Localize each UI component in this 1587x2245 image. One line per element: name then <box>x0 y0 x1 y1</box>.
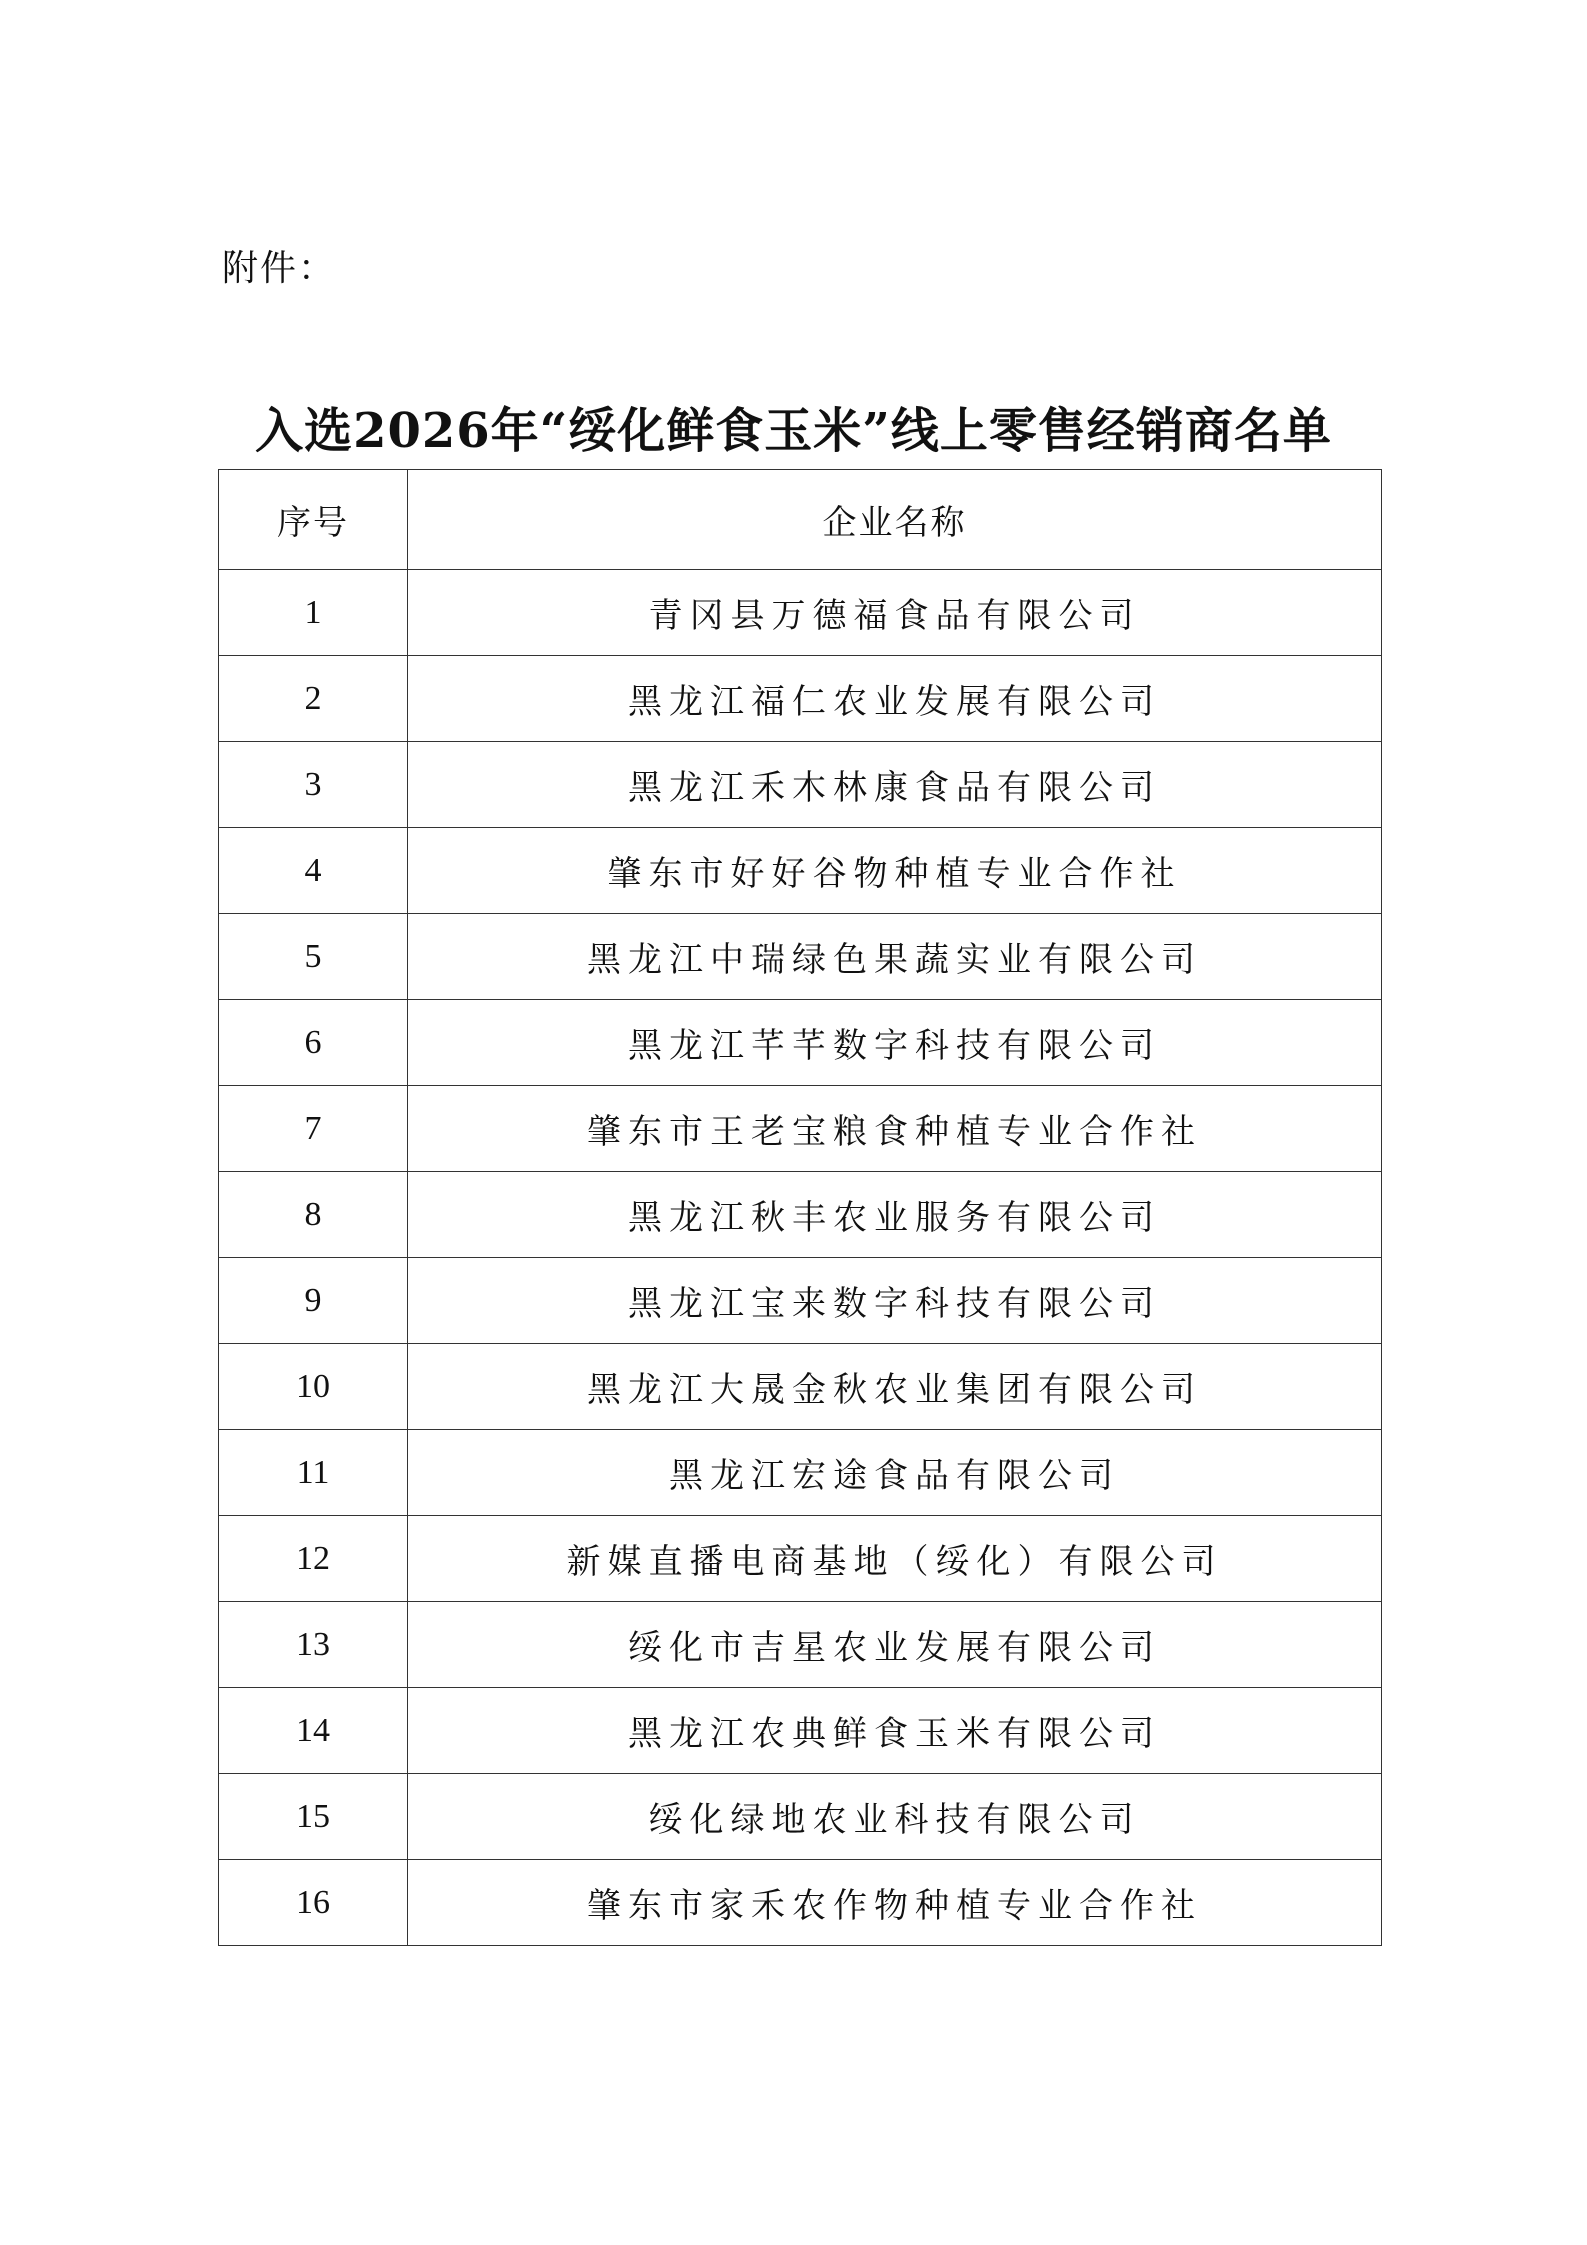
company-name-cell: 黑龙江宝来数字科技有限公司 <box>408 1258 1382 1344</box>
table-header-row <box>219 470 1382 570</box>
serial-number-cell: 3 <box>219 742 408 828</box>
distributor-table <box>218 469 1382 1946</box>
serial-number-cell: 4 <box>219 828 408 914</box>
serial-number-cell: 5 <box>219 914 408 1000</box>
table-row <box>219 1000 1382 1086</box>
company-name-cell: 黑龙江秋丰农业服务有限公司 <box>408 1172 1382 1258</box>
serial-number-cell: 12 <box>219 1516 408 1602</box>
company-name-cell: 青冈县万德福食品有限公司 <box>408 570 1382 656</box>
header-company-name: 企业名称 <box>408 470 1382 570</box>
table-row <box>219 1430 1382 1516</box>
table-body <box>219 570 1382 1946</box>
serial-number-cell: 13 <box>219 1602 408 1688</box>
table-row <box>219 1344 1382 1430</box>
company-name-cell: 绥化市吉星农业发展有限公司 <box>408 1602 1382 1688</box>
serial-number-cell: 2 <box>219 656 408 742</box>
company-name-cell: 肇东市家禾农作物种植专业合作社 <box>408 1860 1382 1946</box>
serial-number-cell: 10 <box>219 1344 408 1430</box>
serial-number-cell: 16 <box>219 1860 408 1946</box>
table-row <box>219 1688 1382 1774</box>
table-row <box>219 828 1382 914</box>
table-row <box>219 742 1382 828</box>
company-name-cell: 黑龙江福仁农业发展有限公司 <box>408 656 1382 742</box>
company-name-cell: 黑龙江中瑞绿色果蔬实业有限公司 <box>408 914 1382 1000</box>
serial-number-cell: 1 <box>219 570 408 656</box>
company-name-cell: 绥化绿地农业科技有限公司 <box>408 1774 1382 1860</box>
company-name-cell: 新媒直播电商基地（绥化）有限公司 <box>408 1516 1382 1602</box>
company-name-cell: 黑龙江芊芊数字科技有限公司 <box>408 1000 1382 1086</box>
table-row <box>219 656 1382 742</box>
table-row <box>219 1172 1382 1258</box>
serial-number-cell: 9 <box>219 1258 408 1344</box>
company-name-cell: 黑龙江农典鲜食玉米有限公司 <box>408 1688 1382 1774</box>
serial-number-cell: 11 <box>219 1430 408 1516</box>
company-name-cell: 肇东市王老宝粮食种植专业合作社 <box>408 1086 1382 1172</box>
company-name-cell: 黑龙江宏途食品有限公司 <box>408 1430 1382 1516</box>
attachment-label: 附件： <box>222 248 337 289</box>
serial-number-cell: 8 <box>219 1172 408 1258</box>
table-row <box>219 570 1382 656</box>
serial-number-cell: 6 <box>219 1000 408 1086</box>
table-row <box>219 1602 1382 1688</box>
table-row <box>219 1086 1382 1172</box>
table-row <box>219 1516 1382 1602</box>
table-row <box>219 1860 1382 1946</box>
serial-number-cell: 15 <box>219 1774 408 1860</box>
company-name-cell: 黑龙江大晟金秋农业集团有限公司 <box>408 1344 1382 1430</box>
table-row <box>219 1774 1382 1860</box>
page-title: 入选2026年“绥化鲜食玉米”线上零售经销商名单 <box>255 403 1332 459</box>
table-row <box>219 914 1382 1000</box>
table-row <box>219 1258 1382 1344</box>
company-name-cell: 肇东市好好谷物种植专业合作社 <box>408 828 1382 914</box>
serial-number-cell: 7 <box>219 1086 408 1172</box>
serial-number-cell: 14 <box>219 1688 408 1774</box>
header-serial-number: 序号 <box>219 470 408 570</box>
company-name-cell: 黑龙江禾木林康食品有限公司 <box>408 742 1382 828</box>
